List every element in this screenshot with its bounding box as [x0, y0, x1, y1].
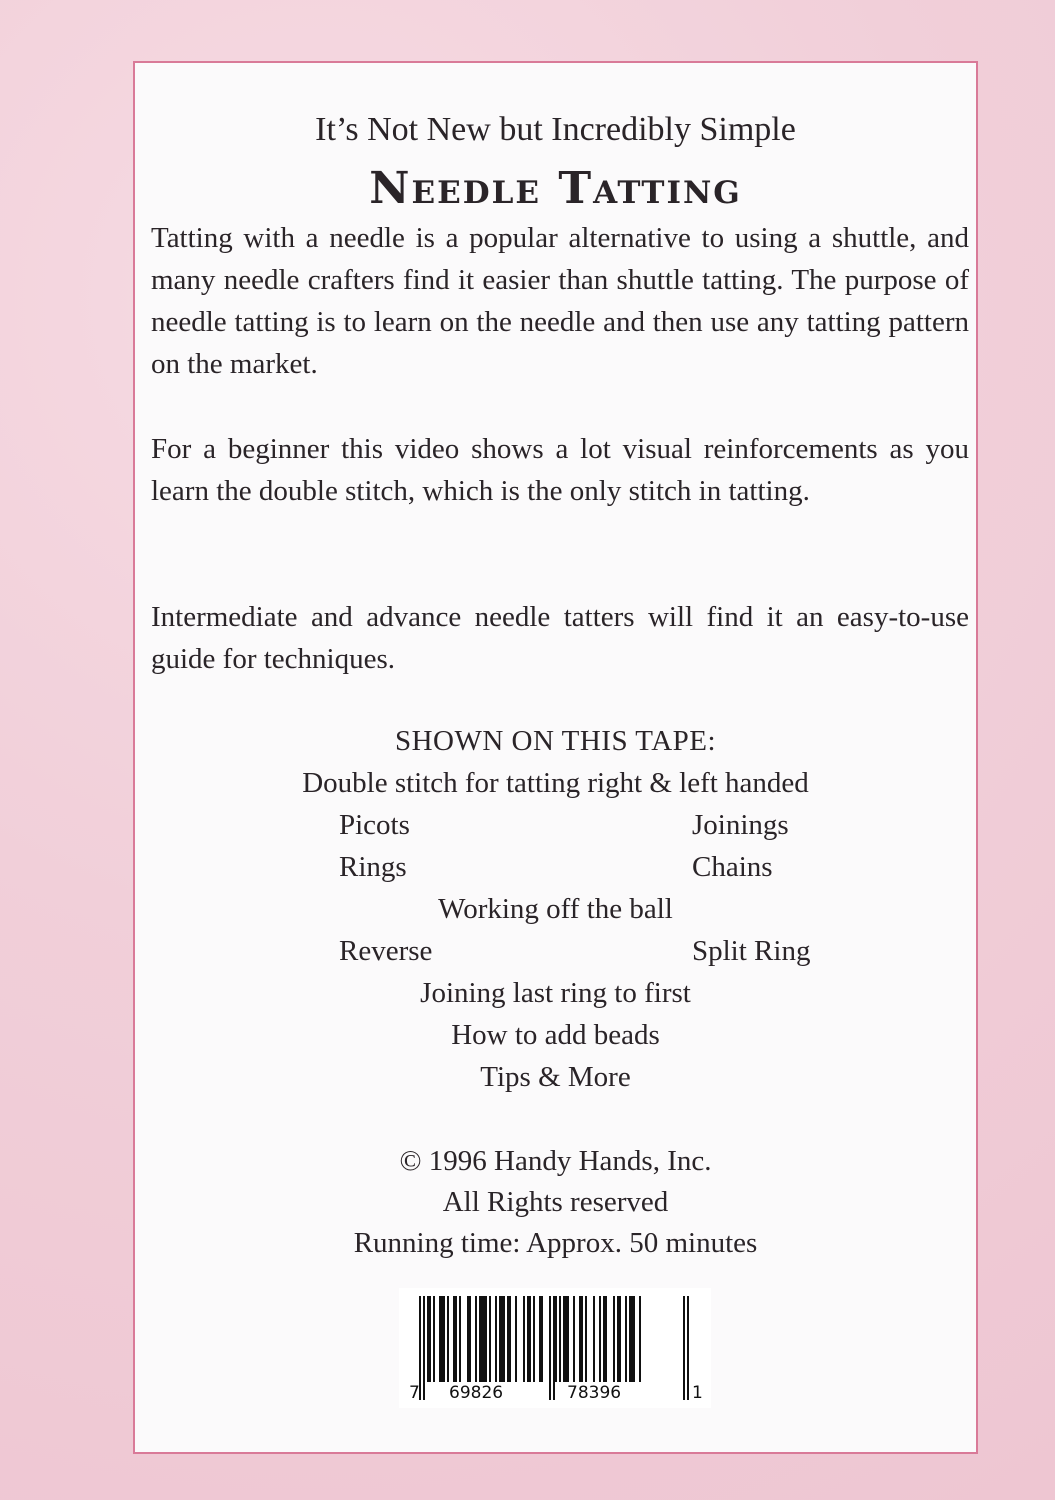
barcode: [399, 1288, 711, 1408]
barcode-check-digit: 1: [692, 1383, 703, 1403]
beginner-paragraph: For a beginner this video shows a lot visual reinforcements as you learn the double stitch, which is the only stitch in tatting.: [151, 433, 969, 507]
topic-chains: Chains: [692, 851, 773, 883]
cover-card: [133, 61, 978, 1454]
title: Needle Tatting: [369, 163, 742, 214]
topic-joining-last-ring: Joining last ring to first: [420, 977, 691, 1009]
intro-paragraph: Tatting with a needle is a popular alternative to using a shuttle, and many needle crafters find it easier than shuttle tatting. The purpose of needle tatting is to learn on the needle and then use any tatting pattern on the market.: [151, 222, 969, 380]
shown-heading: SHOWN ON THIS TAPE:: [394, 725, 717, 757]
topic-picots: Picots: [339, 809, 410, 841]
barcode-first-digit: 7: [409, 1383, 420, 1403]
topic-tips: Tips & More: [480, 1061, 631, 1093]
barcode-digits: [399, 1383, 711, 1407]
topic-reverse: Reverse: [339, 935, 433, 967]
running-time-line: Running time: Approx. 50 minutes: [353, 1227, 758, 1259]
topic-working-off-ball: Working off the ball: [438, 893, 673, 925]
topic-double-stitch: Double stitch for tatting right & left handed: [302, 767, 809, 799]
barcode-left-group: 69826: [449, 1383, 504, 1403]
rights-line: All Rights reserved: [442, 1186, 669, 1218]
topic-rings: Rings: [339, 851, 407, 883]
intermediate-paragraph: Intermediate and advance needle tatters will find it an easy-to-use guide for techniques.: [151, 601, 969, 675]
topic-add-beads: How to add beads: [451, 1019, 660, 1051]
copyright-line: © 1996 Handy Hands, Inc.: [399, 1145, 712, 1177]
topic-joinings: Joinings: [692, 809, 789, 841]
barcode-right-group: 78396: [567, 1383, 622, 1403]
topic-split-ring: Split Ring: [692, 935, 811, 967]
subtitle: It’s Not New but Incredibly Simple: [315, 111, 796, 148]
